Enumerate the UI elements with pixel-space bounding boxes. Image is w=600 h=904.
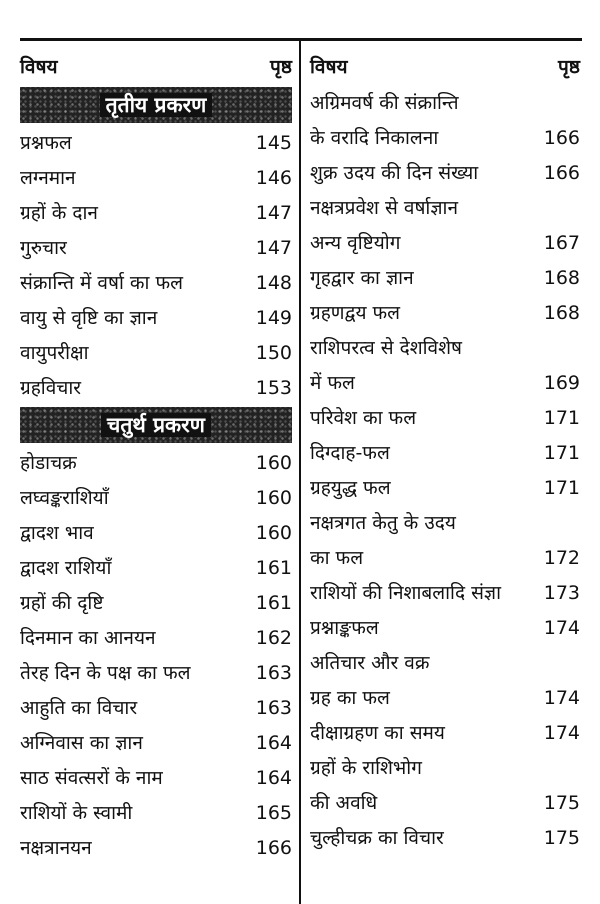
entry-title: अन्य वृष्टियोग (310, 232, 401, 254)
entry-title: ग्रहयुद्ध फल (310, 477, 391, 499)
entry-title: प्रश्नाङ्कफल (310, 617, 379, 639)
toc-entry (20, 551, 292, 586)
toc-entry (20, 481, 292, 516)
entry-page: 171 (543, 477, 580, 499)
toc-entry (310, 646, 580, 681)
entry-page: 168 (543, 267, 580, 289)
right-header (310, 48, 580, 86)
entry-page: 174 (543, 687, 580, 709)
toc-entry (310, 366, 580, 401)
entry-title: संक्रान्ति में वर्षा का फल (20, 272, 183, 294)
entry-page: 161 (255, 557, 292, 579)
entry-page: 160 (255, 452, 292, 474)
toc-entry (310, 226, 580, 261)
entry-title: राशियों की निशाबलादि संज्ञा (310, 582, 502, 604)
entry-title: द्वादश भाव (20, 522, 94, 544)
toc-entry (20, 161, 292, 196)
toc-entry (20, 691, 292, 726)
entry-page: 147 (255, 202, 292, 224)
entry-page: 163 (255, 697, 292, 719)
toc-entry (310, 121, 580, 156)
entry-page: 168 (543, 302, 580, 324)
entry-title: परिवेश का फल (310, 407, 417, 429)
entry-page: 163 (255, 662, 292, 684)
page-heading: पृष्ठ (270, 56, 292, 78)
entry-title: होडाचक्र (20, 452, 77, 474)
toc-entry (20, 126, 292, 161)
entry-page: 150 (255, 342, 292, 364)
toc-entry (310, 86, 580, 121)
entry-page: 167 (543, 232, 580, 254)
entry-page: 161 (255, 592, 292, 614)
entry-title: में फल (310, 372, 355, 394)
entry-page: 149 (255, 307, 292, 329)
entry-title: लघ्वङ्कराशियाँ (20, 487, 109, 509)
toc-entry (310, 611, 580, 646)
toc-entry (310, 681, 580, 716)
entry-page: 146 (255, 167, 292, 189)
toc-entry (310, 331, 580, 366)
toc-entry (310, 821, 580, 856)
toc-entry (20, 621, 292, 656)
entry-title: दिनमान का आनयन (20, 627, 156, 649)
entry-title: चुल्हीचक्र का विचार (310, 827, 444, 849)
toc-entry (20, 656, 292, 691)
toc-entry (20, 231, 292, 266)
section-title-4: चतुर्थ प्रकरण (101, 413, 211, 437)
toc-entry (20, 371, 292, 406)
entry-title: प्रश्नफल (20, 132, 72, 154)
entry-title: अग्निवास का ज्ञान (20, 732, 143, 754)
entry-page: 166 (255, 837, 292, 859)
entry-title: ग्रहों की दृष्टि (20, 592, 104, 614)
entry-title: नक्षत्रगत केतु के उदय (310, 512, 456, 534)
entry-page: 171 (543, 407, 580, 429)
toc-entry (20, 516, 292, 551)
right-column (310, 48, 580, 856)
entry-title: तेरह दिन के पक्ष का फल (20, 662, 191, 684)
toc-entry (310, 156, 580, 191)
entry-title: वायु से वृष्टि का ज्ञान (20, 307, 158, 329)
toc-entry (20, 761, 292, 796)
entry-title: राशिपरत्व से देशविशेष (310, 337, 463, 359)
entry-title: की अवधि (310, 792, 378, 814)
left-column (20, 48, 292, 866)
entry-page: 148 (255, 272, 292, 294)
entry-title: ग्रह का फल (310, 687, 390, 709)
entry-page: 169 (543, 372, 580, 394)
toc-entry (310, 296, 580, 331)
toc-entry (310, 436, 580, 471)
section-banner-4 (20, 407, 292, 443)
entry-page: 153 (255, 377, 292, 399)
entry-title: का फल (310, 547, 364, 569)
entry-title: ग्रहों के राशिभोग (310, 757, 422, 779)
toc-entry (20, 586, 292, 621)
top-rule (20, 38, 582, 41)
toc-entry (20, 446, 292, 481)
toc-entry (310, 401, 580, 436)
entry-page: 147 (255, 237, 292, 259)
entry-title: अग्रिमवर्ष की संक्रान्ति (310, 92, 459, 114)
entry-page: 164 (255, 732, 292, 754)
entry-page: 171 (543, 442, 580, 464)
entry-title: गुरुचार (20, 237, 67, 259)
toc-entry (310, 471, 580, 506)
entry-title: द्वादश राशियाँ (20, 557, 112, 579)
entry-page: 164 (255, 767, 292, 789)
entry-title: साठ संवत्सरों के नाम (20, 767, 163, 789)
entry-page: 174 (543, 722, 580, 744)
toc-entry (20, 336, 292, 371)
toc-entry (310, 716, 580, 751)
entry-title: आहुति का विचार (20, 697, 138, 719)
toc-entry (20, 796, 292, 831)
entry-title: वायुपरीक्षा (20, 342, 89, 364)
entry-title: नक्षत्रानयन (20, 837, 92, 859)
toc-entry (20, 831, 292, 866)
toc-entry (310, 786, 580, 821)
entry-page: 175 (543, 827, 580, 849)
entry-title: ग्रहों के दान (20, 202, 98, 224)
toc-entry (310, 506, 580, 541)
entry-page: 160 (255, 487, 292, 509)
entry-page: 172 (543, 547, 580, 569)
toc-entry (310, 541, 580, 576)
left-header (20, 48, 292, 86)
toc-entry (310, 261, 580, 296)
entry-page: 174 (543, 617, 580, 639)
entry-title: दीक्षाग्रहण का समय (310, 722, 445, 744)
entry-page: 173 (543, 582, 580, 604)
toc-entry (20, 301, 292, 336)
toc-entry (20, 196, 292, 231)
page-heading: पृष्ठ (558, 56, 580, 78)
entry-page: 175 (543, 792, 580, 814)
subject-heading: विषय (20, 56, 58, 78)
entry-title: नक्षत्रप्रवेश से वर्षाज्ञान (310, 197, 458, 219)
entry-title: के वरादि निकालना (310, 127, 439, 149)
entry-title: ग्रहविचार (20, 377, 82, 399)
entry-page: 145 (255, 132, 292, 154)
toc-entry (310, 191, 580, 226)
entry-page: 166 (543, 162, 580, 184)
entry-page: 165 (255, 802, 292, 824)
entry-title: लग्नमान (20, 167, 76, 189)
toc-entry (310, 751, 580, 786)
entry-title: शुक्र उदय की दिन संख्या (310, 162, 479, 184)
toc-entry (20, 726, 292, 761)
toc-entry (310, 576, 580, 611)
entry-title: राशियों के स्वामी (20, 802, 133, 824)
entry-title: अतिचार और वक्र (310, 652, 430, 674)
entry-title: दिग्दाह-फल (310, 442, 390, 464)
subject-heading: विषय (310, 56, 348, 78)
section-title-3: तृतीय प्रकरण (100, 93, 213, 117)
entry-title: गृहद्वार का ज्ञान (310, 267, 414, 289)
column-divider (299, 38, 301, 904)
section-banner-3 (20, 87, 292, 123)
toc-entry (20, 266, 292, 301)
entry-page: 166 (543, 127, 580, 149)
entry-title: ग्रहणद्वय फल (310, 302, 401, 324)
entry-page: 160 (255, 522, 292, 544)
entry-page: 162 (255, 627, 292, 649)
